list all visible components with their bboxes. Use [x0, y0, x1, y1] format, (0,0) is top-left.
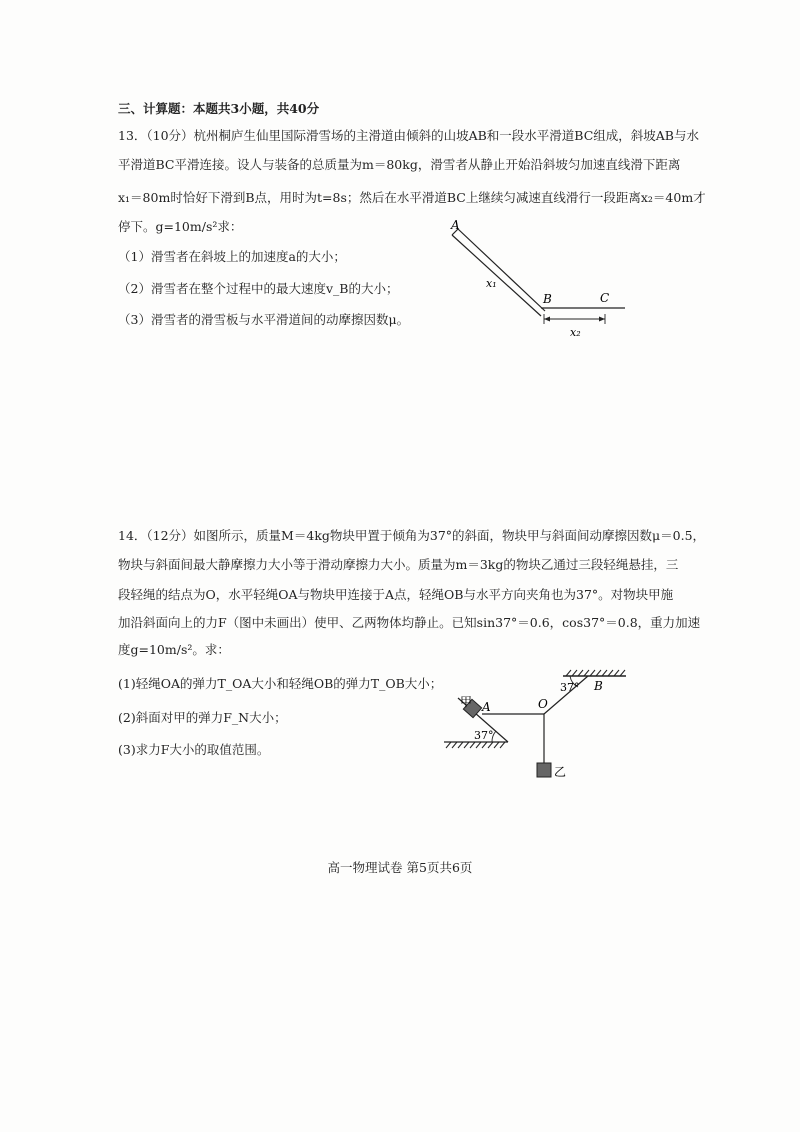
label-A: A [482, 700, 491, 714]
q14-sub-1: (1)轻绳OA的弹力T_OA大小和轻绳OB的弹力T_OB大小； [118, 676, 443, 691]
q13-line-4: 停下。g=10m/s²求： [118, 219, 243, 234]
x2-arrow-left [544, 317, 550, 322]
q14-line-1: 14．（12分）如图所示，质量M＝4kg物块甲置于倾角为37°的斜面，物块甲与斜面间动摩擦因数μ＝0.5， [118, 528, 706, 543]
label-x2: x₂ [570, 326, 581, 339]
label-A: A [451, 218, 460, 232]
q14-line-5: 度g=10m/s²。求： [118, 642, 230, 657]
q14-line-4: 加沿斜面向上的力F（图中未画出）使甲、乙两物体均静止。已知sin37°＝0.6，cos37°＝0.8，重力加速 [118, 615, 701, 630]
q14-line-3: 段轻绳的结点为O，水平轻绳OA与物块甲连接于A点，轻绳OB与水平方向夹角也为37°。对物块甲施 [118, 587, 674, 602]
ground-hatch [446, 742, 505, 748]
label-jia: 甲 [460, 695, 473, 709]
q14-rope-figure [430, 662, 650, 792]
block-yi [537, 763, 551, 777]
label-O: O [538, 697, 548, 711]
q13-line-1: 13．（10分）杭州桐庐生仙里国际滑雪场的主滑道由倾斜的山坡AB和一段水平滑道BC组成，斜坡AB与水 [118, 128, 699, 143]
q13-sub-3: （3）滑雪者的滑雪板与水平滑道间的动摩擦因数μ。 [118, 312, 410, 327]
label-angle-slope: 37° [474, 729, 494, 742]
q13-sub-1: （1）滑雪者在斜坡上的加速度a的大小； [118, 249, 346, 264]
x2-arrow-right [599, 317, 605, 322]
slope-line-top [458, 229, 545, 311]
page-footer: 高一物理试卷 第5页共6页 [327, 860, 473, 875]
q13-line-3: x₁＝80m时恰好下滑到B点，用时为t=8s；然后在水平滑道BC上继续匀减速直线滑行一段距离x₂＝40m才 [118, 190, 706, 205]
q14-sub-2: (2)斜面对甲的弹力F_N大小； [118, 710, 287, 725]
label-angle-top: 37° [560, 681, 580, 694]
q14-line-2: 物块与斜面间最大静摩擦力大小等于滑动摩擦力大小。质量为m＝3kg的物块乙通过三段轻绳悬挂，三 [118, 557, 679, 572]
slope-line-bottom [452, 235, 541, 316]
q13-sub-2: （2）滑雪者在整个过程中的最大速度v_B的大小； [118, 281, 399, 296]
label-B: B [594, 679, 603, 693]
label-B: B [543, 292, 552, 306]
q14-sub-3: (3)求力F大小的取值范围。 [118, 742, 270, 757]
ceiling-hatch [566, 670, 625, 676]
section-title: 三、计算题：本题共3小题，共40分 [118, 101, 320, 116]
label-x1: x₁ [486, 277, 497, 290]
label-C: C [600, 291, 610, 305]
label-yi: 乙 [554, 765, 567, 779]
q13-line-2: 平滑道BC平滑连接。设人与装备的总质量为m＝80kg，滑雪者从静止开始沿斜坡匀加速直线滑下距离 [118, 157, 681, 172]
q13-slope-figure [440, 215, 640, 340]
